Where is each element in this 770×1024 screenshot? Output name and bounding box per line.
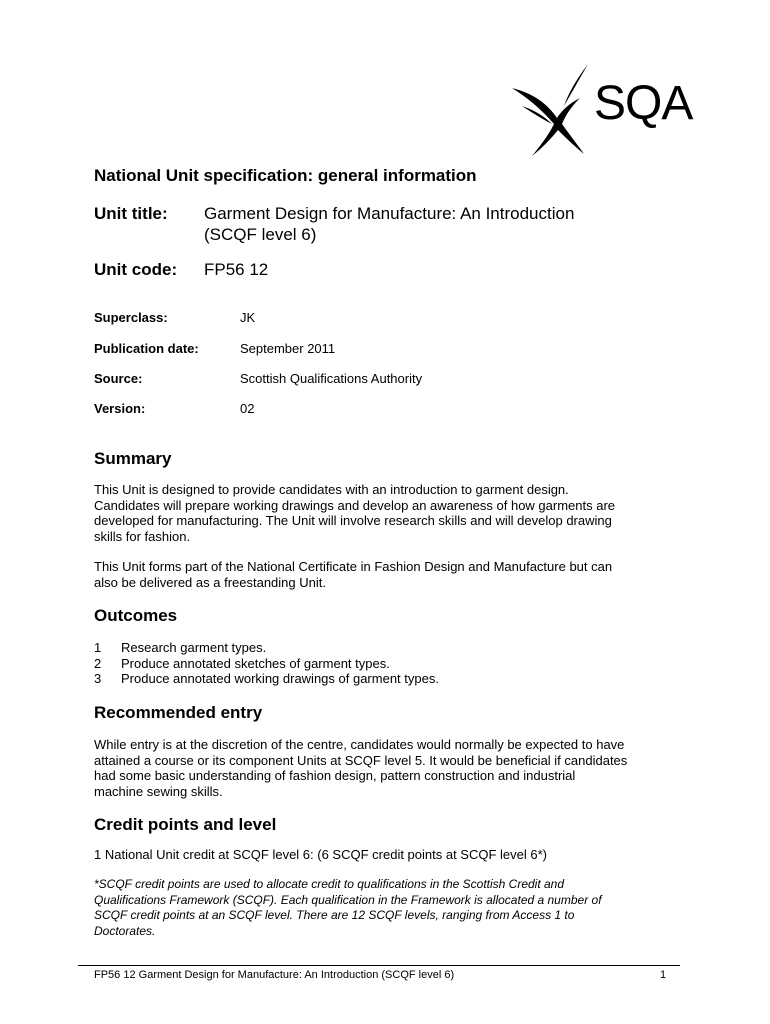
credit-note xyxy=(94,877,694,939)
footer-divider xyxy=(78,965,680,966)
outcome-item xyxy=(94,656,390,671)
unit-title-line2: (SCQF level 6) xyxy=(204,225,317,244)
credit-note-line: Qualifications Framework (SCQF). Each qualification in the Framework is allocated a number of xyxy=(94,892,602,907)
outcome-number: 2 xyxy=(94,656,102,671)
unit-title-line1: Garment Design for Manufacture: An Introduction xyxy=(204,204,575,223)
outcome-item xyxy=(94,640,266,655)
meta-label-publication-date: Publication date: xyxy=(94,341,199,356)
summary-heading: Summary xyxy=(94,449,172,468)
summary-paragraph-2 xyxy=(94,559,694,590)
recommended-entry-paragraph xyxy=(94,737,694,799)
unit-title-label: Unit title: xyxy=(94,204,168,223)
recommended-entry-line: While entry is at the discretion of the centre, candidates would normally be expected to have xyxy=(94,737,625,752)
meta-value-publication-date: September 2011 xyxy=(240,341,336,356)
page-number: 1 xyxy=(660,969,667,981)
outcome-text: Produce annotated sketches of garment types. xyxy=(121,656,390,671)
credit-heading: Credit points and level xyxy=(94,815,277,834)
meta-value-superclass: JK xyxy=(240,310,256,325)
recommended-entry-line: had some basic understanding of fashion design, pattern construction and industrial xyxy=(94,768,576,783)
summary-p2-line: also be delivered as a freestanding Unit. xyxy=(94,574,326,590)
meta-value-version: 02 xyxy=(240,401,255,416)
summary-paragraph-1 xyxy=(94,482,694,544)
credit-note-line: Doctorates. xyxy=(94,923,156,938)
sqa-logo xyxy=(502,58,702,158)
credit-line: 1 National Unit credit at SCQF level 6: (6 SCQF credit points at SCQF level 6*) xyxy=(94,847,548,862)
outcomes-heading: Outcomes xyxy=(94,606,178,625)
sqa-logo-text: SQA xyxy=(594,77,693,130)
outcome-number: 1 xyxy=(94,640,102,655)
outcome-item xyxy=(94,671,439,686)
credit-note-line: SCQF credit points at an SCQF level. There are 12 SCQF levels, ranging from Access 1 to xyxy=(94,908,575,922)
summary-p2-line: This Unit forms part of the National Certificate in Fashion Design and Manufacture but can xyxy=(94,559,613,574)
recommended-entry-line: machine sewing skills. xyxy=(94,783,223,799)
outcome-number: 3 xyxy=(94,671,102,686)
outcome-text: Research garment types. xyxy=(121,640,267,655)
credit-note-line: *SCQF credit points are used to allocate credit to qualifications in the Scottish Credit and xyxy=(94,877,565,891)
page-heading: National Unit specification: general information xyxy=(94,166,477,185)
meta-label-source: Source: xyxy=(94,371,143,386)
meta-label-version: Version: xyxy=(94,401,146,416)
summary-p1-line: skills for fashion. xyxy=(94,528,191,544)
footer-text: FP56 12 Garment Design for Manufacture: An Introduction (SCQF level 6) xyxy=(94,969,455,981)
meta-label-superclass: Superclass: xyxy=(94,310,168,325)
unit-code-value: FP56 12 xyxy=(204,260,269,279)
recommended-entry-line: attained a course or its component Units at SCQF level 5. It would be beneficial if candidates xyxy=(94,752,628,768)
unit-code-label: Unit code: xyxy=(94,260,178,279)
outcome-text: Produce annotated working drawings of garment types. xyxy=(121,671,439,686)
summary-p1-line: Candidates will prepare working drawings and develop an awareness of how garments are xyxy=(94,497,616,513)
meta-value-source: Scottish Qualifications Authority xyxy=(240,371,423,386)
summary-p1-line: developed for manufacturing. The Unit will involve research skills and will develop drawing xyxy=(94,513,612,528)
summary-p1-line: This Unit is designed to provide candidates with an introduction to garment design. xyxy=(94,482,569,497)
recommended-entry-heading: Recommended entry xyxy=(94,703,263,722)
